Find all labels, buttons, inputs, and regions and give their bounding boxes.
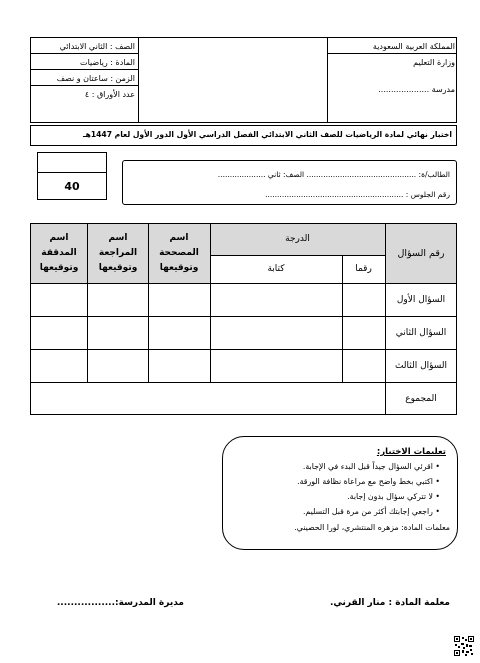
instruction-text-1: اقرئي السؤال جيداً قبل البدء في الإجابة. [302,462,433,471]
duration-text: الزمن : ساعتان و نصف [56,74,135,83]
exam-title: اختبار نهائي لمادة الرياضيات للصف الثاني الابتدائي الفصل الدراسي الأول الدور الأول لعام 1447هـ [82,130,452,139]
col-reviewer-header: اسم المراجعة وتوقيعها [98,232,138,273]
col-question-header: رقم السؤال [397,247,445,259]
qr-code-icon [454,636,474,656]
row-label-q3: السؤال الثالث [394,360,448,371]
header-row-line-4 [327,53,457,54]
row-label-q1: السؤال الأول [396,294,446,305]
subject-text: المادة : رياضيات [80,58,135,67]
col-digits-header: رقما [355,264,372,274]
country-text: المملكة العربية السعودية [372,42,455,51]
col-words-header: كتابة [267,264,285,274]
seat-number-field[interactable]: رقم الجلوس : .......................................................... [265,190,450,199]
header-row-line-3 [30,85,138,86]
instruction-text-2: اكتبي بخط واضح مع مراعاة نظافة الورقة. [297,477,433,486]
row-label-q2: السؤال الثاني [395,327,447,338]
col-corrector-header: اسم المصححة وتوقيعها [159,232,199,273]
col-auditor-header: اسم المدققة وتوقيعها [39,232,79,273]
instruction-text-3: لا تتركي سؤال بدون إجابة. [347,492,433,501]
ministry-text: وزارة التعليم [413,58,455,67]
footer-teacher: معلمة المادة : منار القرني. [329,598,450,608]
school-text: مدرسة .................... [378,85,455,94]
total-score-value: 40 [64,180,80,193]
footer-principal: مديرة المدرسة:................. [56,598,184,608]
instructions-title: تعليمات الاختبار: [376,447,446,457]
header-divider-left [138,37,139,123]
header-row-line-2 [30,69,138,70]
grade-table-vline-4 [148,223,149,382]
instruction-item-4: • راجعي إجابتك أكثر من مرة قبل التسليم. [302,507,440,516]
pages-text: عدد الأوراق : ٤ [84,90,135,99]
subject-teachers: معلمات المادة: مزهره المنتشري، لورا الحصيني. [294,523,450,532]
grade-table-vline-5 [87,223,88,382]
header-row-line-1 [30,53,138,54]
col-grade-header: الدرجة [285,234,310,244]
instruction-text-4: راجعي إجابتك أكثر من مرة قبل التسليم. [302,507,433,516]
header-divider-right [327,37,328,123]
grade-text: الصف : الثاني الابتدائي [59,42,135,51]
row-label-total: المجموع [405,393,437,404]
instruction-item-1: • اقرئي السؤال جيداً قبل البدء في الإجابة. [302,462,440,471]
student-name-field[interactable]: الطالب/ة: .............................................. الصف: ثاني .................... [217,170,450,179]
instruction-item-3: • لا تتركي سؤال بدون إجابة. [347,492,440,501]
instruction-item-2: • اكتبي بخط واضح مع مراعاة نظافة الورقة. [297,477,440,486]
